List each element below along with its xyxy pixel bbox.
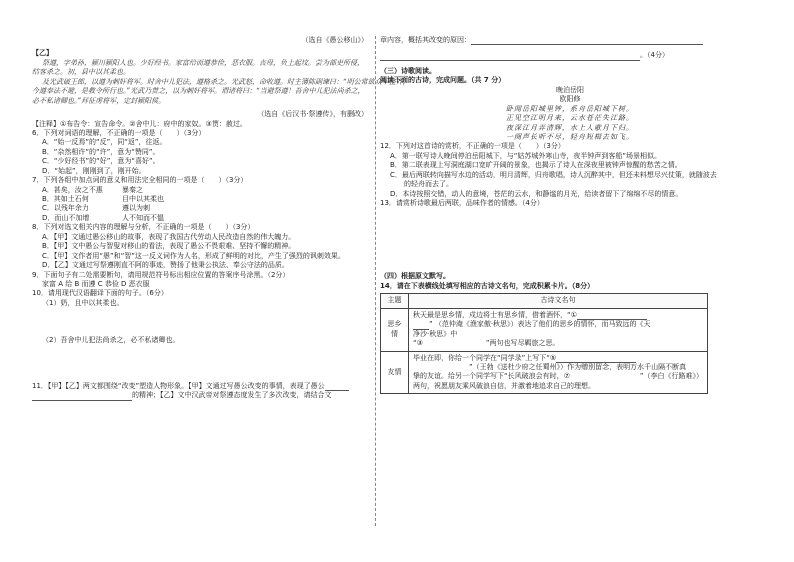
question-7: 7．下列各组中加点词的意义和用法完全相同的一项是（ ）（3分） bbox=[32, 176, 248, 185]
recitation-table bbox=[380, 293, 708, 394]
q12-option-a[interactable]: A．第一联写诗人晚间停泊岳阳城下，与“姑苏城外寒山寺，夜半钟声到客船”场景相似。 bbox=[390, 151, 662, 160]
row-theme-homesick: 思乡情 bbox=[381, 308, 409, 351]
text-b-line: 结客杀之。初，县中以其柔也。 bbox=[32, 68, 130, 77]
q11-continuation-2: 。（4分） bbox=[380, 51, 760, 60]
row-lines-homesick: 秋天最是思乡情，戍边将士有思乡情，借着酒怀，“① ” （范仲淹《渔家傲·秋思》）表达了他们的思乡的情怀，而马致远的《天 净沙·秋思》中 “③ ”两句也写尽羁旅之思。 bbox=[408, 308, 707, 351]
poem-line: 一阕声长听不尽，轻舟短楫去如飞。 bbox=[506, 132, 634, 141]
q7-option-c[interactable]: C．以残年余力 遵以为刺 bbox=[42, 204, 150, 213]
q7-option-b[interactable]: B．其如土石何 目中以其柔也 bbox=[42, 195, 164, 203]
q10-answer-space-2[interactable] bbox=[32, 346, 368, 382]
question-6: 6．下列对词语的理解，不正确的一项是（ ）（3分） bbox=[32, 128, 206, 137]
q11-blank-2[interactable] bbox=[32, 392, 132, 401]
section-4-heading: （四）根据原文默写。 bbox=[380, 272, 450, 281]
q8-option-a[interactable]: A．【甲】文通过愚公移山的故事，表现了我国古代劳动人民改造自然的伟大魄力。 bbox=[42, 232, 296, 241]
q8-option-b[interactable]: B．【甲】文中愚公与智叟对移山的看法，表现了愚公不畏艰难、坚持不懈的精神。 bbox=[42, 242, 296, 251]
question-14: 14．请在下表横线处填写相应的古诗文名句，完成积累卡片。（8分） bbox=[380, 281, 595, 290]
q12-option-c[interactable]: C．最后两联转向描写水边的活动，明月清辉，归舟歌唱，诗人沉醉其中，但还未料想尽兴仗策，就随波去 bbox=[390, 170, 717, 179]
text-b-line: 祭遵，字弟孙，颍川颍阳人也。少好经书。家富给而遵恭俭，恶衣服。丧母，负土起坟。尝为部吏所侵， bbox=[42, 58, 364, 67]
table-header-lines: 古诗文名句 bbox=[408, 294, 707, 308]
poem-author: 欧阳修 bbox=[559, 95, 581, 104]
q8-option-c[interactable]: C．【甲】文作者用“愚”和“智”这一反义词作为人名，形成了鲜明的对比，产生了强烈的讽刺效果。 bbox=[42, 251, 345, 260]
text-b-line: 今遵奉法不避，是教令所行也。”光武乃贳之，以为刺奸将军。谓诸将曰：“当避祭遵！吾舍中儿犯法尚杀之， bbox=[32, 87, 365, 96]
poem-line: 卧闻岳阳城里钟，系舟岳阳城下树。 bbox=[506, 104, 634, 113]
poem-line: 夜深江月弄清辉，水上人歌月下归。 bbox=[506, 123, 634, 132]
q11-continuation: 章内容，概括其改变的原因： bbox=[380, 36, 760, 45]
q7-option-a[interactable]: A．甚矣，汝之不惠 暴秦之 bbox=[42, 185, 143, 194]
q6-option-b[interactable]: B．“杂然相许”的“许”，意为“赞同”。 bbox=[42, 147, 160, 156]
q9-sentence[interactable]: 家富 A 给 B 而遵 C 恭俭 D 恶衣服 bbox=[42, 279, 150, 288]
q12-option-d[interactable]: D．本诗按照交错，动人的意境，苍茫的云水，和静谧的月光，给读者留下了绵绵不尽的情意。 bbox=[390, 189, 683, 198]
q10-sentence-1: （1）奶，且中以其柔也。 bbox=[42, 298, 124, 307]
q11-blank-3[interactable] bbox=[471, 36, 703, 45]
question-10: 10．请用现代汉语翻译下面的句子。（6分） bbox=[32, 289, 168, 298]
source-citation-1: （选自《愚公移山》） bbox=[301, 36, 368, 44]
q11-blank-1[interactable] bbox=[325, 382, 349, 391]
question-9: 9．下面句子有二处需要断句，请用规范符号标出相应位置的答案序号涂黑。（2分） bbox=[32, 270, 290, 279]
poem-line: 正见空江明月来，云水苍茫失江路。 bbox=[506, 114, 634, 123]
poem-title: 晚泊岳阳 bbox=[556, 85, 584, 94]
section-3-intro: 阅读下面的古诗，完成问题。（共 7 分） bbox=[380, 76, 506, 85]
question-12: 12．下列对这首诗的赏析，不正确的一项是（ ）（3分） bbox=[380, 142, 565, 151]
row-lines-friendship: 毕业在即，你给一个同学在“同学录”上写下“⑤ ”（王勃《送杜少府之任蜀州》）作为赠别留念，表明万水千山隔不断真 挚的友谊。给另一个同学写下“长风破浪会有时，⑦ ”（李白《行路难》） 两句，祝愿朋友乘风破浪自信，并激着地追求自己的理想。 bbox=[408, 351, 707, 394]
q10-sentence-2: （2）吾舍中儿犯法尚杀之，必不私诸卿也。 bbox=[42, 336, 180, 345]
annotation-notes: 【注释】①布告令：宣告命令。②舍中儿：府中的家奴。③贳：赦过。 bbox=[32, 119, 247, 128]
source-citation-2: （选自《后汉书·祭遵传》，有删改） bbox=[257, 110, 368, 119]
row-theme-friendship: 友情 bbox=[381, 351, 409, 394]
q8-option-d[interactable]: D．【乙】文通过写祭遵刚直不阿的事迹，赞扬了他秉公执法、奉公守法的品质。 bbox=[42, 261, 289, 270]
q13-answer-space[interactable] bbox=[380, 208, 760, 272]
blank-2[interactable] bbox=[413, 321, 429, 330]
column-divider bbox=[375, 36, 376, 526]
right-column bbox=[380, 36, 760, 394]
table-header-row bbox=[381, 294, 708, 308]
section-3-heading: （三）诗歌阅读。 bbox=[380, 66, 436, 75]
text-b-line: 必不私诸卿也。”拜征虏将军，定封颍阳侯。 bbox=[32, 96, 166, 105]
text-b-line: 及光武破王郎，以遵为刺奸将军。时舍中儿犯法，遵格杀之。光武怒，命收遵。时主簿陈副谏曰：“明公常欲众军整齐， bbox=[42, 77, 410, 86]
question-11: 11．【甲】【乙】两文都围绕“改变”塑造人物形象。【甲】文通过写愚公改变的事情，表现了愚公 bbox=[32, 382, 368, 391]
q10-answer-space-1[interactable] bbox=[32, 308, 368, 336]
q6-option-c[interactable]: C．“少好经书”的“好”，意为“喜好”。 bbox=[42, 157, 160, 166]
q6-option-d[interactable]: D．“始起”，刚刚到了，刚开始。 bbox=[42, 166, 146, 175]
q11-blank-4[interactable] bbox=[380, 52, 640, 61]
blank-5[interactable] bbox=[556, 354, 636, 363]
table-row bbox=[381, 308, 708, 351]
blank-1[interactable] bbox=[577, 311, 647, 320]
q12-option-b[interactable]: B．第二联表现上写洞庭湖口宽旷开阔的景象，也揭示了诗人在深夜里被钟声惊醒的愁苦之情。 bbox=[390, 161, 682, 170]
q7-option-d[interactable]: D．而山不加增 人不知而不愠 bbox=[42, 213, 164, 222]
question-8: 8．下列对选文相关内容的理解与分析，不正确的一项是（ ）（3分） bbox=[32, 223, 255, 232]
table-header-theme: 主题 bbox=[381, 294, 409, 308]
question-13: 13．请赏析诗歌最后两联，品味作者的情感。（4分） bbox=[380, 199, 544, 207]
section-b-heading: 【乙】 bbox=[32, 49, 53, 58]
table-row bbox=[381, 351, 708, 394]
question-11-cont: 的精神；【乙】文中汉武帝对祭遵态度发生了多次改变，请结合文 bbox=[32, 391, 368, 400]
q12-option-c-cont: 的轻舟而去了。 bbox=[390, 180, 453, 189]
q6-option-a[interactable]: A．“始一反焉”的“反”，同“返”，往返。 bbox=[42, 138, 167, 147]
